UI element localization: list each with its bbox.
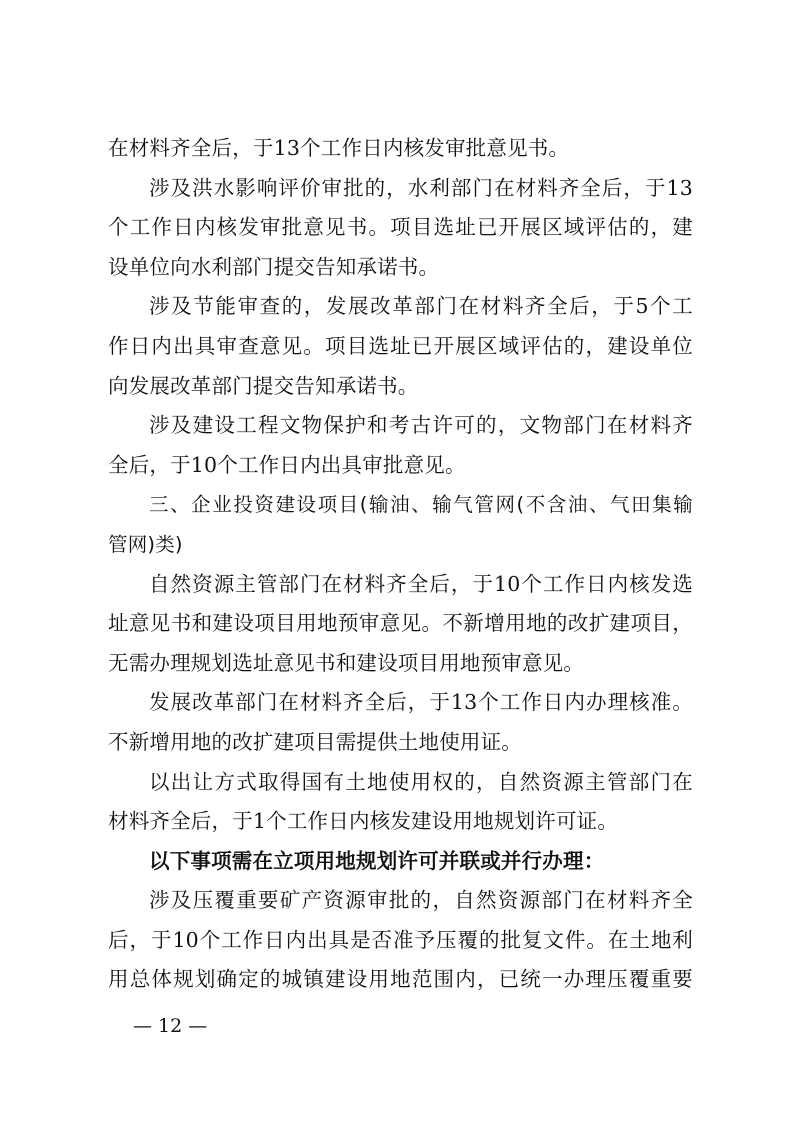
text-line: 作日内出具审查意见。项目选址已开展区域评估的，建设单位 — [108, 333, 693, 358]
page-number: — 12 — — [133, 1015, 208, 1037]
section-heading-continued: 管网)类) — [108, 532, 183, 556]
text-line: 涉及节能审查的，发展改革部门在材料齐全后，于5个工 — [149, 294, 693, 319]
text-line: 全后，于10个工作日内出具审批意见。 — [108, 452, 466, 477]
text-line: 涉及洪水影响评价审批的，水利部门在材料齐全后，于13 — [149, 175, 693, 200]
text-line: 向发展改革部门提交告知承诺书。 — [108, 373, 419, 398]
text-line: 址意见书和建设项目用地预审意见。不新增用地的改扩建项目， — [108, 611, 693, 636]
text-line: 发展改革部门在材料齐全后，于13个工作日内办理核准。 — [149, 690, 693, 715]
document-body — [108, 129, 693, 1000]
text-line: 涉及压覆重要矿产资源审批的，自然资源部门在材料齐全 — [149, 888, 693, 913]
text-line: 设单位向水利部门提交告知承诺书。 — [108, 254, 440, 279]
section-heading: 三、企业投资建设项目(输油、输气管网(不含油、气田集输 — [149, 493, 693, 517]
text-line: 材料齐全后，于1个工作日内核发建设用地规划许可证。 — [108, 809, 619, 834]
text-line: 以出让方式取得国有土地使用权的，自然资源主管部门在 — [149, 769, 693, 794]
text-line: 无需办理规划选址意见书和建设项目用地预审意见。 — [108, 650, 585, 675]
text-line: 不新增用地的改扩建项目需提供土地使用证。 — [108, 729, 522, 754]
text-line: 个工作日内核发审批意见书。项目选址已开展区域评估的，建 — [108, 215, 693, 240]
text-line: 自然资源主管部门在材料齐全后，于10个工作日内核发选 — [149, 571, 693, 596]
text-line: 用总体规划确定的城镇建设用地范围内，已统一办理压覆重要 — [108, 967, 693, 992]
text-line: 涉及建设工程文物保护和考古许可的，文物部门在材料齐 — [149, 413, 693, 438]
bold-subheading: 以下事项需在立项用地规划许可并联或并行办理： — [149, 848, 605, 873]
text-line: 在材料齐全后，于13个工作日内核发审批意见书。 — [108, 136, 570, 160]
text-line: 后，于10个工作日内出具是否准予压覆的批复文件。在土地利 — [108, 927, 693, 952]
